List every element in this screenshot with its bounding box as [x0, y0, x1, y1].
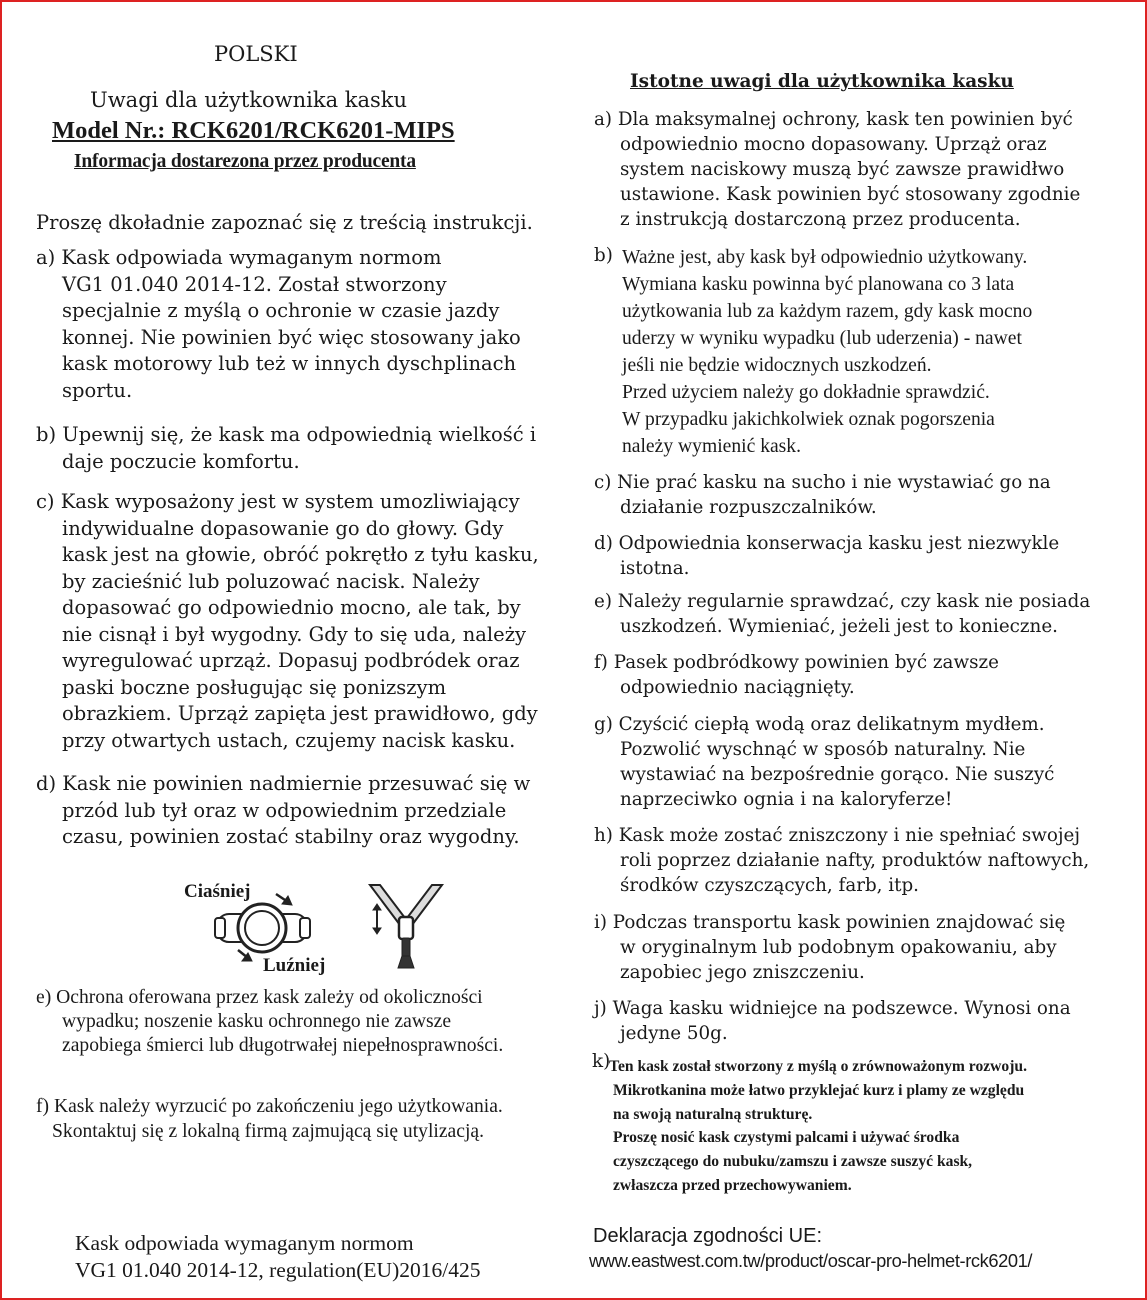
text-line: W przypadku jakichkolwiek oznak pogorszenia [622, 409, 995, 430]
text-line: na swoją naturalną strukturę. [613, 1105, 813, 1123]
language-label: POLSKI [214, 42, 298, 66]
text-line: system naciskowy muszą być zawsze prawidłwo [620, 159, 1065, 180]
text-line: uderzy w wyniku wypadku (lub uderzenia) - nawet [622, 328, 1022, 349]
text-line: specjalnie z myślą o ochronie w czasie jazdy [62, 299, 500, 322]
looser-label: Luźniej [263, 955, 326, 976]
text-line: d) Odpowiednia konserwacja kasku jest niezwykle [594, 533, 1060, 554]
right-item-i [594, 910, 1134, 985]
text-line: odpowiednio mocno dopasowany. Uprząż oraz [620, 134, 1047, 155]
intro-text: Proszę dkoładnie zapoznać się z treścią instrukcji. [36, 211, 533, 234]
text-line: z instrukcją dostarczoną przez producenta. [620, 209, 1021, 230]
text-line: konnej. Nie powinien być więc stosowany jako [62, 325, 521, 349]
text-line: j) Waga kasku widniejce na podszewce. Wynosi ona [594, 998, 1071, 1019]
right-item-c [594, 470, 1134, 520]
text-line: b) Upewnij się, że kask ma odpowiednią wielkość i [36, 423, 537, 446]
text-line: ustawione. Kask powinien być stosowany zgodnie [620, 184, 1081, 205]
text-line: czasu, powinien zostać stabilny oraz wygodny. [62, 825, 520, 848]
right-item-j [594, 996, 1134, 1046]
text-line: Kask odpowiada wymaganym normom [75, 1231, 414, 1255]
right-item-b [622, 244, 1032, 460]
text-line: zapobiega śmierci lub długotrwałej niepełnosprawności. [62, 1035, 504, 1056]
text-line: c) Nie prać kasku na sucho i nie wystawiać go na [594, 472, 1051, 493]
text-line: zwłaszcza przed przechowywaniem. [613, 1176, 852, 1194]
right-item-e [594, 589, 1134, 639]
text-line: VG1 01.040 2014-12, regulation(EU)2016/425 [75, 1258, 481, 1282]
text-line: istotna. [620, 558, 690, 579]
text-line: przód lub tył oraz w odpowiednim przedziale [62, 798, 507, 822]
text-line: Ważne jest, aby kask był odpowiednio użytkowany. [622, 247, 1028, 268]
left-item-f [36, 1094, 576, 1144]
page-title: Uwagi dla użytkownika kasku [90, 88, 408, 112]
text-line: w oryginalnym lub podobnym opakowaniu, aby [620, 937, 1057, 958]
text-line: paski boczne posługując się ponizszym [62, 675, 447, 699]
text-line: odpowiednio naciągnięty. [620, 677, 855, 698]
text-line: Ten kask został stworzony z myślą o zrównoważonym rozwoju. [609, 1058, 1027, 1075]
declaration-url[interactable]: www.eastwest.com.tw/product/oscar-pro-helmet-rck6201/ [589, 1250, 1033, 1271]
standards-footer [75, 1230, 480, 1284]
text-line: d) Kask nie powinien nadmiernie przesuwać się w [36, 772, 531, 795]
text-line: VG1 01.040 2014-12. Został stworzony [62, 272, 447, 296]
declaration-title: Deklaracja zgodności UE: [593, 1225, 822, 1247]
text-line: Proszę nosić kask czystymi palcami i używać środka [613, 1129, 960, 1147]
text-line: e) Ochrona oferowana przez kask zależy od okoliczności [36, 987, 483, 1008]
left-item-b [36, 422, 576, 475]
text-line: czyszczącego do nubuku/zamszu i zawsze suszyć kask, [613, 1153, 973, 1171]
text-line: zapobiec jego zniszczeniu. [620, 962, 865, 983]
text-line: Przed użyciem należy go dokładnie sprawdzić. [622, 382, 990, 403]
right-item-k-label: k) [592, 1051, 611, 1072]
text-line: środków czyszczących, farb, itp. [620, 875, 919, 896]
chin-strap-buckle-icon [370, 885, 442, 968]
text-line: g) Czyścić ciepłą wodą oraz delikatnym mydłem. [594, 714, 1045, 735]
text-line: Mikrotkanina może łatwo przyklejać kurz i plamy ze względu [613, 1081, 1025, 1099]
text-line: należy wymienić kask. [622, 436, 802, 457]
manufacturer-info-heading: Informacja dostarezona przez producenta [74, 151, 416, 172]
text-line: naprzeciwko ognia i na kaloryferze! [620, 789, 953, 810]
text-line: wystawiać na bezpośrednie gorąco. Nie suszyć [620, 764, 1055, 785]
text-line: kask motorowy lub też w innych dyschplinach [62, 352, 517, 375]
text-line: c) Kask wyposażony jest w system umozliwiający [36, 490, 520, 513]
text-line: e) Należy regularnie sprawdzać, czy kask nie posiada [594, 591, 1091, 612]
text-line: uszkodzeń. Wymieniać, jeżeli jest to konieczne. [620, 616, 1058, 637]
tighter-label: Ciaśniej [184, 881, 251, 902]
text-line: Skontaktuj się z lokalną firmą zajmującą się utylizacją. [52, 1121, 484, 1142]
text-line: przy otwartych ustach, czujemy nacisk kasku. [62, 728, 516, 752]
text-line: indywidualne dopasowanie go do głowy. Gdy [62, 516, 504, 540]
text-line: nie cisnął i był wygodny. Gdy to się uda, należy [62, 622, 527, 646]
text-line: obrazkiem. Uprząż zapięta jest prawidłowo, gdy [62, 702, 538, 725]
text-line: Wymiana kasku powinna być planowana co 3 lata [622, 274, 1015, 295]
text-line: i) Podczas transportu kask powinien znajdować się [594, 912, 1066, 933]
right-item-d [594, 531, 1134, 581]
text-line: sportu. [62, 378, 133, 402]
text-line: a) Dla maksymalnej ochrony, kask ten powinien być [594, 109, 1073, 130]
right-item-k [609, 1055, 1027, 1198]
left-item-c [36, 489, 576, 754]
text-line: kask jest na głowie, obróć pokrętło z tyłu kasku, [62, 543, 539, 566]
right-item-f [594, 650, 1134, 700]
text-line: a) Kask odpowiada wymaganym normom [36, 246, 442, 269]
right-heading: Istotne uwagi dla użytkownika kasku [630, 71, 1014, 92]
left-item-a [36, 245, 576, 404]
text-line: dopasować go odpowiednio mocno, ale tak, by [62, 596, 521, 619]
dial-icon [215, 904, 310, 952]
text-line: działanie rozpuszczalników. [620, 497, 877, 518]
text-line: Pozwolić wyschnąć w sposób naturalny. Nie [620, 739, 1026, 760]
text-line: f) Kask należy wyrzucić po zakończeniu jego użytkowania. [36, 1096, 503, 1117]
left-item-e [36, 986, 576, 1058]
fit-adjustment-diagram [200, 880, 460, 980]
right-item-h [594, 823, 1134, 898]
text-line: roli poprzez działanie nafty, produktów naftowych, [620, 850, 1090, 871]
left-item-d [36, 771, 576, 851]
right-item-b-label: b) [594, 245, 613, 266]
right-item-g [594, 712, 1134, 812]
text-line: jedyne 50g. [620, 1023, 728, 1044]
text-line: daje poczucie komfortu. [62, 449, 300, 473]
text-line: jeśli nie będzie widocznych uszkodzeń. [622, 355, 932, 376]
intro-paragraph [36, 210, 576, 237]
text-line: f) Pasek podbródkowy powinien być zawsze [594, 652, 999, 673]
right-item-a [594, 107, 1134, 232]
text-line: wyregulować uprząż. Dopasuj podbródek oraz [62, 649, 520, 672]
text-line: h) Kask może zostać zniszczony i nie spełniać swojej [594, 825, 1081, 846]
model-number: Model Nr.: RCK6201/RCK6201-MIPS [52, 117, 455, 144]
text-line: użytkowania lub za każdym razem, gdy kask mocno [622, 301, 1033, 322]
text-line: by zacieśnić lub poluzować nacisk. Należy [62, 569, 480, 593]
text-line: wypadku; noszenie kasku ochronnego nie zawsze [62, 1011, 452, 1032]
